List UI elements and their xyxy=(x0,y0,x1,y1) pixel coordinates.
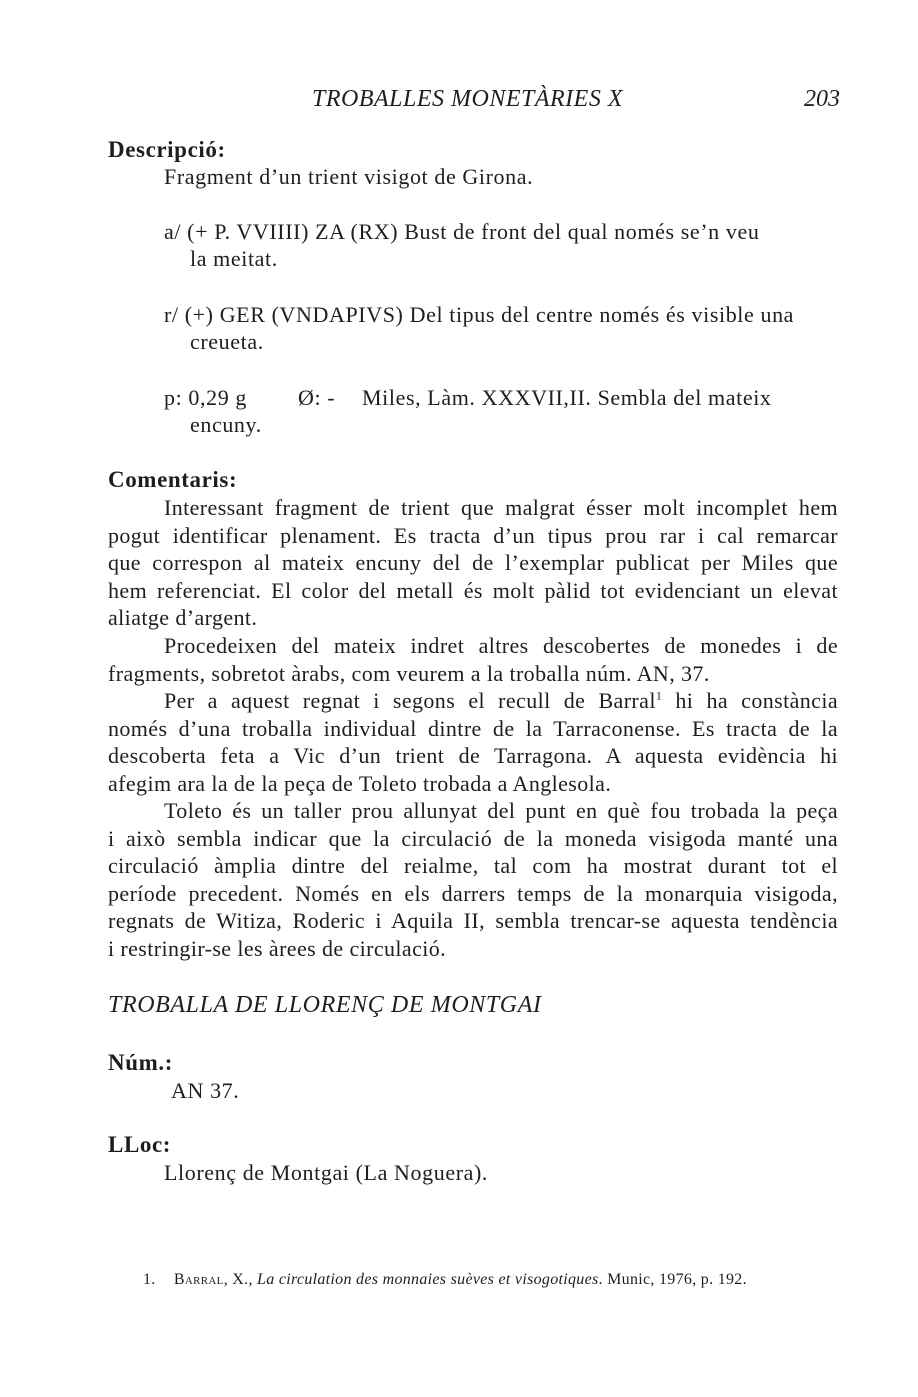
paragraph-line: Toleto és un taller prou allunyat del punt en què fou trobada la peça xyxy=(164,798,838,823)
lloc-value: Llorenç de Montgai (La Noguera). xyxy=(164,1160,489,1185)
reference-text: Miles, Làm. XXXVII,II. Sembla del mateix xyxy=(362,385,772,410)
descripcio-label: Descripció: xyxy=(108,137,226,162)
comentaris-paragraph-2 xyxy=(108,632,838,687)
lloc-label: LLoc: xyxy=(108,1132,172,1157)
paragraph-line: només d’una troballa individual dintre de la Tarraconense. Es tracta de la xyxy=(108,715,838,741)
num-label: Núm.: xyxy=(108,1050,173,1075)
anvers-line-1: a/ (+ P. VVIIII) ZA (RX) Bust de front del qual només se’n veu xyxy=(164,219,760,244)
comentaris-label: Comentaris: xyxy=(108,467,238,492)
footnote xyxy=(143,1271,747,1289)
revers-line-2: creueta. xyxy=(190,329,264,354)
paragraph-line: que correspon al mateix encuny del de l’exemplar publicat per Miles que xyxy=(108,550,838,575)
revers-line-1: r/ (+) GER (VNDAPIVS) Del tipus del centre només és visible una xyxy=(164,302,795,327)
paragraph-line: circulació àmplia dintre del reialme, tal com ha mostrat durant tot el xyxy=(108,853,838,878)
paragraph-line: regnats de Witiza, Roderic i Aquila II, sembla trencar-se aquesta tendència xyxy=(108,908,838,933)
comentaris-paragraph-1 xyxy=(108,494,838,632)
comentaris-paragraph-4 xyxy=(108,797,838,962)
anvers-line-2: la meitat. xyxy=(190,246,278,271)
footnote-author: Barral xyxy=(173,1271,224,1288)
paragraph-text: Per a aquest regnat i segons el recull de Barral xyxy=(164,688,656,713)
paragraph-line: aliatge d’argent. xyxy=(108,605,258,630)
paragraph-line: Interessant fragment de trient que malgrat ésser molt incomplet hem xyxy=(164,495,838,520)
paragraph-line: Procedeixen del mateix indret altres descobertes de monedes i de xyxy=(164,633,838,658)
weight-value: p: 0,29 g xyxy=(164,385,248,410)
comentaris-paragraph-3 xyxy=(108,687,838,797)
page-number: 203 xyxy=(804,86,840,112)
diameter-value: Ø: - xyxy=(298,385,336,410)
reference-continued: encuny. xyxy=(190,412,262,437)
paragraph-line: hem referenciat. El color del metall és molt pàlid tot evidenciant un elevat xyxy=(108,577,838,603)
paragraph-line: fragments, sobretot àrabs, com veurem a la troballa núm. AN, 37. xyxy=(108,660,710,686)
paragraph-line-with-footnote xyxy=(164,687,838,715)
paragraph-line: pogut identificar plenament. Es tracta d’un tipus prou rar i cal remarcar xyxy=(108,522,838,548)
paragraph-line: i restringir-se les àrees de circulació. xyxy=(108,935,447,961)
footnote-number: 1. xyxy=(143,1271,156,1288)
paragraph-line: i això sembla indicar que la circulació de la moneda visigoda manté una xyxy=(108,825,838,851)
footnote-rest: . Munic, 1976, p. 192. xyxy=(598,1271,747,1288)
running-title: TROBALLES MONETÀRIES X xyxy=(312,86,623,112)
section-title: TROBALLA DE LLORENÇ DE MONTGAI xyxy=(108,992,542,1018)
footnote-reference: 1 xyxy=(655,688,663,703)
descripcio-text: Fragment d’un trient visigot de Girona. xyxy=(164,164,534,189)
footnote-initial: , X., xyxy=(223,1271,258,1288)
paragraph-line: afegim ara la de la peça de Toleto trobada a Anglesola. xyxy=(108,770,612,796)
footnote-title: La circulation des monnaies suèves et visogotiques xyxy=(257,1271,599,1288)
paragraph-text: hi ha constància xyxy=(662,688,838,713)
paragraph-line: descoberta feta a Vic d’un trient de Tarragona. A aquesta evidència hi xyxy=(108,743,838,768)
paragraph-line: període precedent. Només en els darrers temps de la monarquia visigoda, xyxy=(108,880,838,906)
num-value: AN 37. xyxy=(171,1078,240,1103)
